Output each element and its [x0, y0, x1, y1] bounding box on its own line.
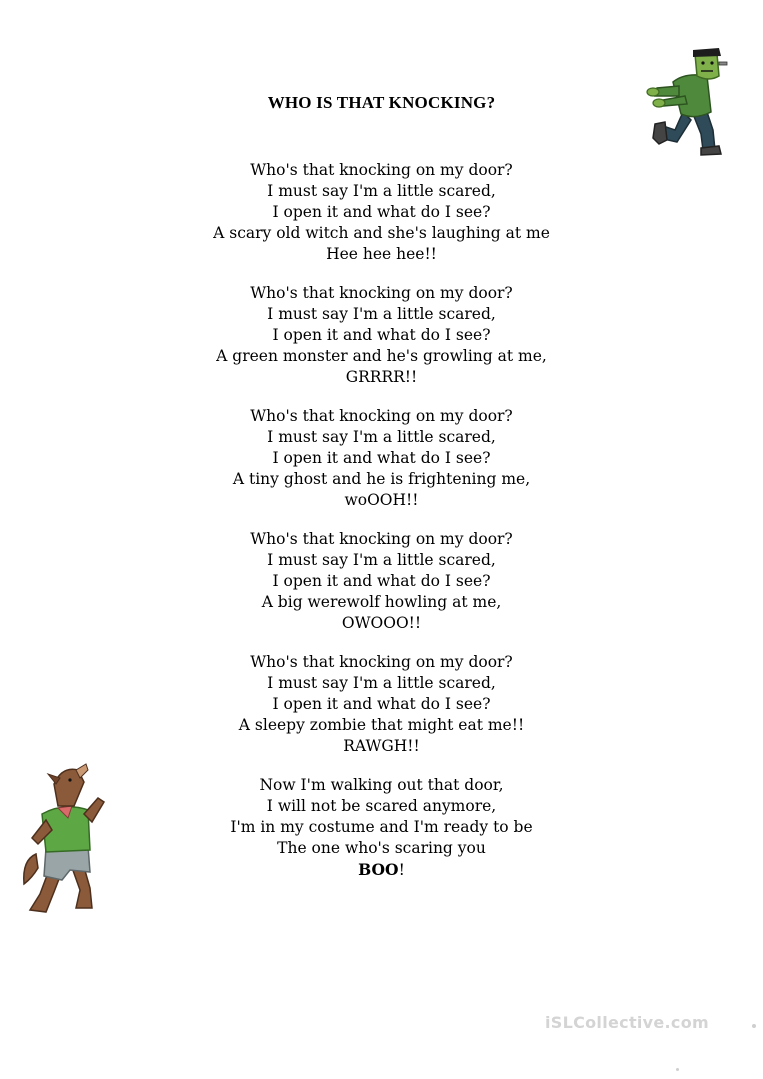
poem-line: I open it and what do I see?	[272, 572, 491, 590]
stanza-2	[0, 283, 763, 388]
poem-line: A big werewolf howling at me,	[261, 593, 502, 611]
poem-line: I open it and what do I see?	[272, 326, 491, 344]
poem-title: WHO IS THAT KNOCKING?	[267, 93, 496, 112]
poem-line: Hee hee hee!!	[326, 245, 437, 263]
boo-exclamation: !	[398, 861, 405, 879]
poem-line: A scary old witch and she's laughing at me	[213, 224, 550, 242]
werewolf-illustration	[18, 762, 118, 917]
poem-line: woOOH!!	[344, 491, 419, 509]
poem-line: I open it and what do I see?	[272, 695, 491, 713]
poem-line: I open it and what do I see?	[272, 203, 491, 221]
boo-word: BOO	[358, 860, 399, 879]
poem-line: Now I'm walking out that door,	[259, 776, 504, 794]
stanza-5	[0, 652, 763, 757]
poem-line: Who's that knocking on my door?	[250, 653, 513, 671]
stanza-4	[0, 529, 763, 634]
poem-line: I'm in my costume and I'm ready to be	[230, 818, 533, 836]
stanza-1	[0, 160, 763, 265]
poem-line: RAWGH!!	[343, 737, 420, 755]
poem-line: I must say I'm a little scared,	[267, 182, 496, 200]
poem-line: A green monster and he's growling at me,	[216, 347, 547, 365]
poem-line: OWOOO!!	[341, 614, 422, 632]
poem-line: I open it and what do I see?	[272, 449, 491, 467]
decorative-dot	[752, 1024, 756, 1028]
poem-line: Who's that knocking on my door?	[250, 530, 513, 548]
poem-line: A sleepy zombie that might eat me!!	[238, 716, 525, 734]
stanza-3	[0, 406, 763, 511]
poem-line: I must say I'm a little scared,	[267, 428, 496, 446]
poem-line: A tiny ghost and he is frightening me,	[232, 470, 531, 488]
decorative-dot	[676, 1068, 679, 1071]
poem-line: GRRRR!!	[345, 368, 418, 386]
poem-line: I must say I'm a little scared,	[267, 551, 496, 569]
poem-line: The one who's scaring you	[277, 839, 486, 857]
watermark: iSLCollective.com	[545, 1013, 709, 1032]
poem-line: I will not be scared anymore,	[266, 797, 497, 815]
poem-line: Who's that knocking on my door?	[250, 407, 513, 425]
poem-line: I must say I'm a little scared,	[267, 674, 496, 692]
poem-line: Who's that knocking on my door?	[250, 161, 513, 179]
poem-line: Who's that knocking on my door?	[250, 284, 513, 302]
poem-line: I must say I'm a little scared,	[267, 305, 496, 323]
frankenstein-monster-illustration	[645, 42, 735, 164]
